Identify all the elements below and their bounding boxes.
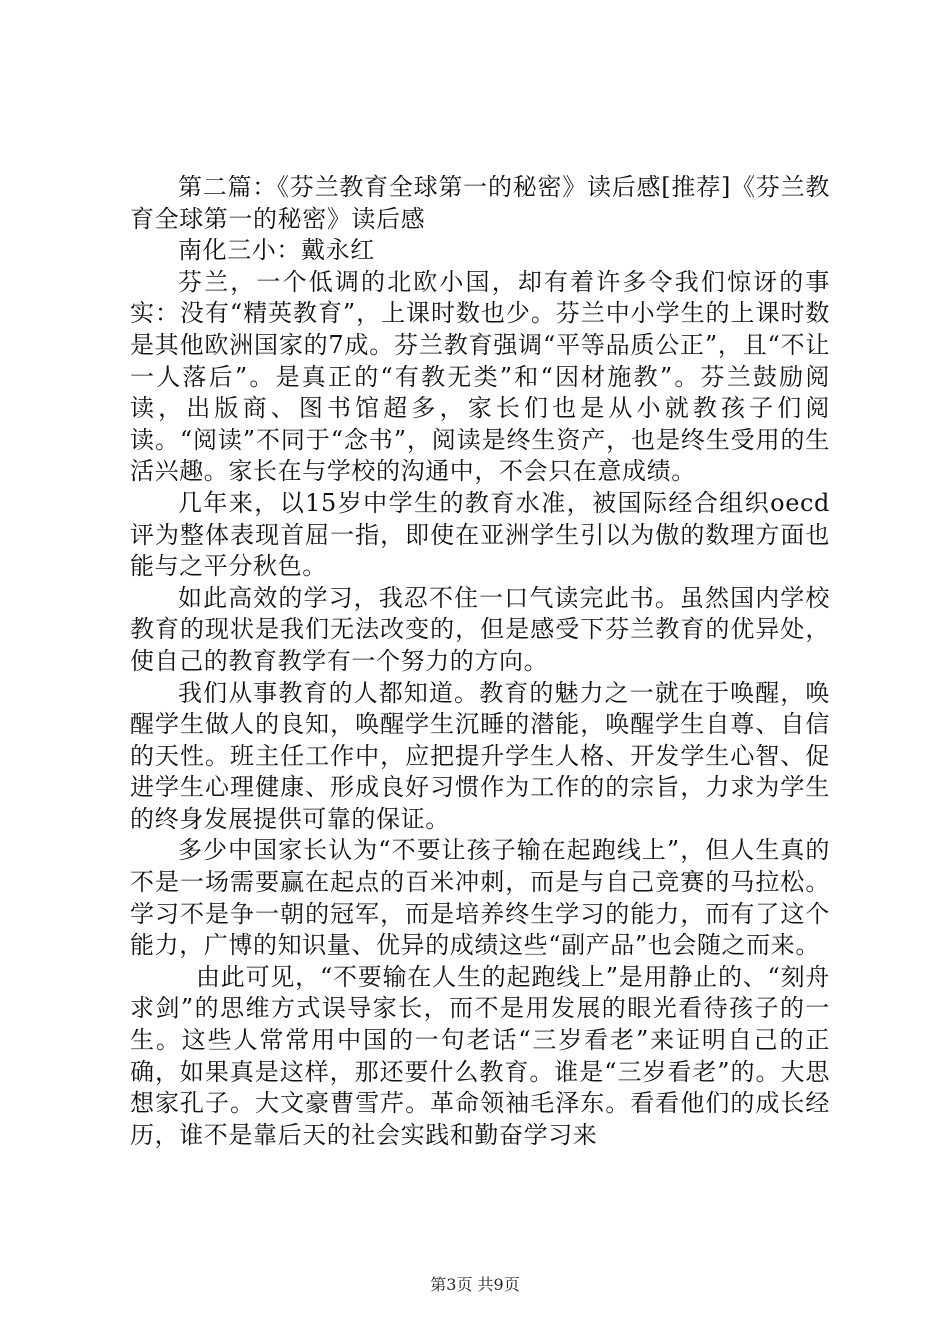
paragraph-3: 如此高效的学习，我忍不住一口气读完此书。虽然国内学校教育的现状是我们无法改变的，但是感受下芬兰教育的优异处，使自己的教育教学有一个努力的方向。 [130,583,830,675]
paragraph-6: 由此可见，“不要输在人生的起跑线上”是用静止的、“刻舟求剑”的思维方式误导家长，而不是用发展的眼光看待孩子的一生。这些人常常用中国的一句老话“三岁看老”来证明自己的正确，如果真是这样，那还要什么教育。谁是“三岁看老”的。大思想家孔子。大文豪曹雪芹。革命领袖毛泽东。看看他们的成长经历，谁不是靠后天的社会实践和勤奋学习来 [130,962,830,1149]
document-author: 南化三小：戴永红 [178,236,375,265]
paragraph-2: 几年来，以15岁中学生的教育水准，被国际经合组织oecd评为整体表现首屈一指，即使在亚洲学生引以为傲的数理方面也能与之平分秋色。 [130,488,830,581]
page-number: 第3页 共9页 [430,1275,520,1294]
document-title: 第二篇：《芬兰教育全球第一的秘密》读后感[推荐]《芬兰教育全球第一的秘密》读后感 [130,173,830,233]
paragraph-5: 多少中国家长认为“不要让孩子输在起跑线上”，但人生真的不是一场需要赢在起点的百米冲刺，而是与自己竞赛的马拉松。学习不是争一朝的冠军，而是培养终生学习的能力，而有了这个能力，广博的知识量、优异的成绩这些“副产品”也会随之而来。 [130,836,830,960]
paragraph-1: 芬兰，一个低调的北欧小国，却有着许多令我们惊讶的事实：没有“精英教育”，上课时数也少。芬兰中小学生的上课时数是其他欧洲国家的7成。芬兰教育强调“平等品质公正”，且“不让一人落后”。是真正的“有教无类”和“因材施教”。芬兰鼓励阅读，出版商、图书馆超多，家长们也是从小就教孩子们阅读。“阅读”不同于“念书”，阅读是终生资产，也是终生受用的生活兴趣。家长在与学校的沟通中，不会只在意成绩。 [130,267,830,486]
document-body [130,172,830,1151]
paragraph-4: 我们从事教育的人都知道。教育的魅力之一就在于唤醒，唤醒学生做人的良知，唤醒学生沉睡的潜能，唤醒学生自尊、自信的天性。班主任工作中，应把提升学生人格、开发学生心智、促进学生心理健康、形成良好习惯作为工作的的宗旨，力求为学生的终身发展提供可靠的保证。 [130,678,830,833]
